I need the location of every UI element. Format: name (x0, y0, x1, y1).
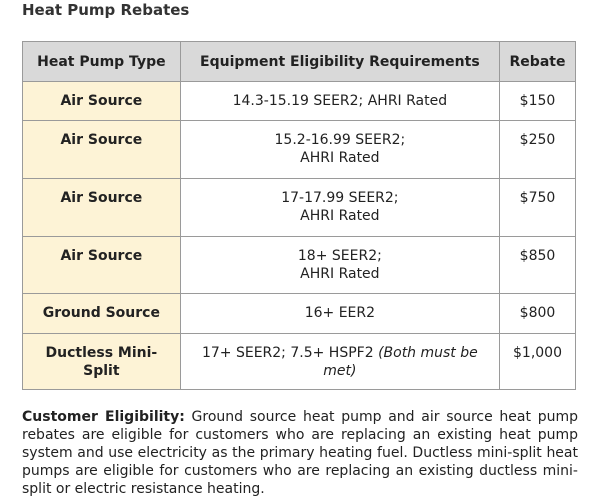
heat-pump-type-cell: Air Source (23, 179, 181, 237)
heat-pump-type-cell: Air Source (23, 121, 181, 179)
table-row (23, 237, 576, 294)
rebate-cell: $800 (500, 294, 576, 334)
heat-pump-type-cell: Ground Source (23, 294, 181, 334)
rebate-cell: $1,000 (500, 334, 576, 390)
requirements-line: 17-17.99 SEER2; (281, 190, 399, 206)
header-eligibility-requirements: Equipment Eligibility Requirements (180, 42, 499, 82)
requirements-cell: 16+ EER2 (180, 294, 499, 334)
table-row (23, 334, 576, 390)
requirements-line: AHRI Rated (300, 208, 380, 224)
rebates-table (22, 41, 576, 390)
heat-pump-type-cell: Ductless Mini-Split (23, 334, 181, 390)
customer-eligibility-paragraph (22, 408, 578, 498)
requirements-cell (180, 179, 499, 237)
requirements-cell (180, 237, 499, 294)
requirements-line: 15.2-16.99 SEER2; (274, 132, 406, 148)
table-row (23, 294, 576, 334)
requirements-cell (180, 121, 499, 179)
header-heat-pump-type: Heat Pump Type (23, 42, 181, 82)
table-row (23, 82, 576, 121)
requirements-line: AHRI Rated (300, 266, 380, 282)
rebate-cell: $850 (500, 237, 576, 294)
heat-pump-type-cell: Air Source (23, 82, 181, 121)
header-rebate: Rebate (500, 42, 576, 82)
rebate-cell: $150 (500, 82, 576, 121)
requirements-text: 17+ SEER2; 7.5+ HSPF2 (201, 345, 379, 361)
table-row (23, 121, 576, 179)
customer-eligibility-text: Ground source heat pump and air source heat pump rebates are eligible for customers who are replacing an existing heat pump system and use electricity as the primary heating fuel. Ductless mini-split heat pumps are eligible for customers who are replacing an existing ductless mini-split or electric resistance heating. (22, 409, 578, 497)
requirements-cell: 14.3-15.19 SEER2; AHRI Rated (180, 82, 499, 121)
page-title: Heat Pump Rebates (22, 1, 190, 19)
requirements-line: 18+ SEER2; (297, 248, 382, 264)
requirements-cell (180, 334, 499, 390)
table-row (23, 179, 576, 237)
rebate-cell: $250 (500, 121, 576, 179)
requirements-note: (Both must be met) (323, 345, 478, 379)
table-header-row (23, 42, 576, 82)
rebate-cell: $750 (500, 179, 576, 237)
customer-eligibility-label: Customer Eligibility: (22, 409, 185, 425)
heat-pump-type-cell: Air Source (23, 237, 181, 294)
requirements-line: AHRI Rated (300, 150, 380, 166)
